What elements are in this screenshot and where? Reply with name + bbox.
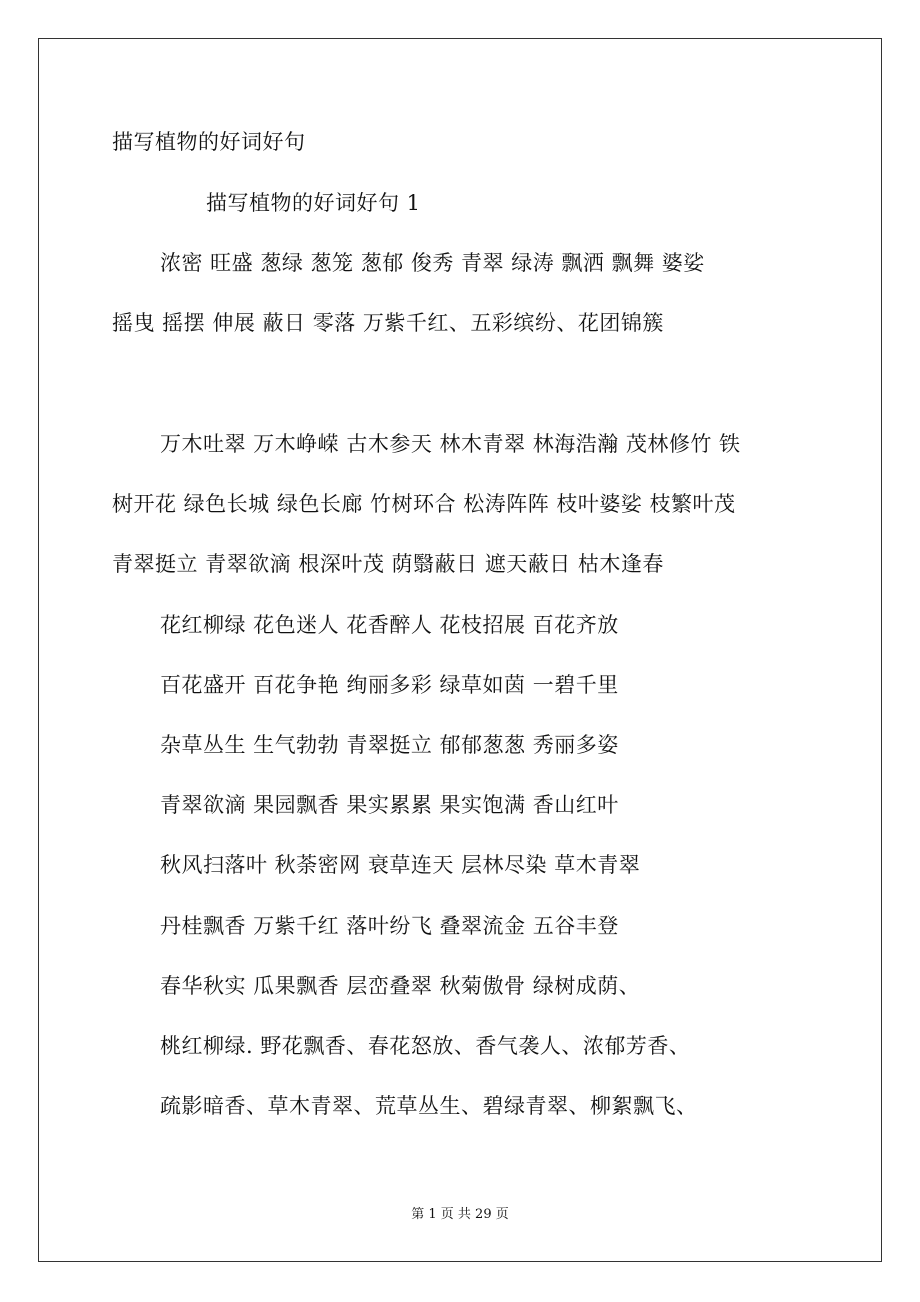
- text-line: 树开花 绿色长城 绿色长廊 竹树环合 松涛阵阵 枝叶婆娑 枝繁叶茂: [112, 492, 736, 516]
- text-line: 丹桂飘香 万紫千红 落叶纷飞 叠翠流金 五谷丰登: [160, 914, 619, 938]
- text-line: 青翠挺立 青翠欲滴 根深叶茂 荫翳蔽日 遮天蔽日 枯木逢春: [112, 552, 664, 576]
- text-line: 杂草丛生 生气勃勃 青翠挺立 郁郁葱葱 秀丽多姿: [160, 733, 619, 757]
- text-line: 桃红柳绿. 野花飘香、春花怒放、香气袭人、浓郁芳香、: [160, 1034, 691, 1058]
- text-line: 疏影暗香、草木青翠、荒草丛生、碧绿青翠、柳絮飘飞、: [160, 1094, 698, 1118]
- text-line: 青翠欲滴 果园飘香 果实累累 果实饱满 香山红叶: [160, 793, 619, 817]
- page-border: [38, 38, 882, 1262]
- text-line: 百花盛开 百花争艳 绚丽多彩 绿草如茵 一碧千里: [160, 673, 619, 697]
- text-line: 秋风扫落叶 秋荼密网 衰草连天 层林尽染 草木青翠: [160, 853, 641, 877]
- text-line: 花红柳绿 花色迷人 花香醉人 花枝招展 百花齐放: [160, 613, 619, 637]
- text-line: 浓密 旺盛 葱绿 葱笼 葱郁 俊秀 青翠 绿涛 飘洒 飘舞 婆娑: [160, 251, 705, 275]
- text-line: 摇曳 摇摆 伸展 蔽日 零落 万紫千红、五彩缤纷、花团锦簇: [112, 311, 664, 335]
- page-number-footer: 第 1 页 共 29 页: [411, 1207, 509, 1222]
- text-line: 春华秋实 瓜果飘香 层峦叠翠 秋菊傲骨 绿树成荫、: [160, 974, 641, 998]
- text-line: 万木吐翠 万木峥嵘 古木参天 林木青翠 林海浩瀚 茂林修竹 铁: [160, 432, 741, 456]
- document-title: 描写植物的好词好句: [112, 130, 306, 154]
- document-subtitle: 描写植物的好词好句 1: [206, 191, 421, 215]
